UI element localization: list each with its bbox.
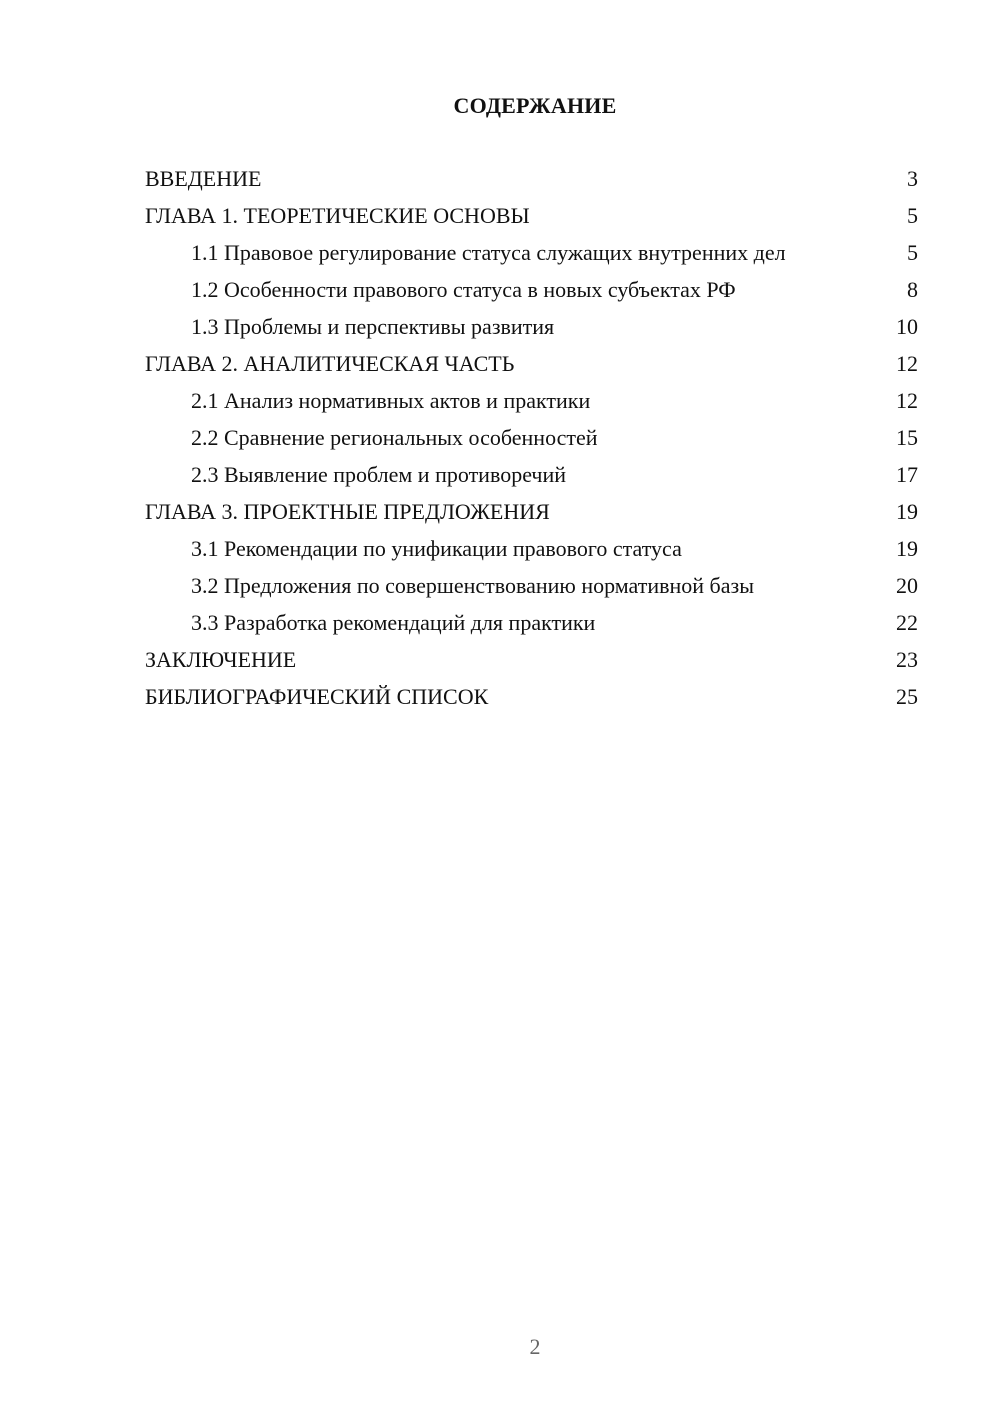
toc-entry-page: 19 bbox=[896, 499, 918, 524]
toc-entry-page: 15 bbox=[896, 425, 918, 450]
toc-entry-page: 5 bbox=[907, 203, 918, 228]
toc-entry-text: 3.3 Разработка рекомендаций для практики bbox=[191, 610, 596, 635]
toc-entry-text: ГЛАВА 1. ТЕОРЕТИЧЕСКИЕ ОСНОВЫ bbox=[145, 203, 530, 228]
toc-entry-section-3-2[interactable] bbox=[145, 573, 918, 599]
toc-entry-introduction[interactable] bbox=[145, 166, 918, 192]
toc-entry-text: 1.3 Проблемы и перспективы развития bbox=[191, 314, 555, 339]
page-title: СОДЕРЖАНИЕ bbox=[453, 93, 617, 118]
toc-entry-section-3-3[interactable] bbox=[145, 610, 918, 636]
page-number: 2 bbox=[529, 1334, 541, 1359]
toc-entry-section-3-1[interactable] bbox=[145, 536, 918, 562]
table-of-contents bbox=[145, 166, 918, 721]
toc-entry-chapter-1[interactable] bbox=[145, 203, 918, 229]
toc-entry-text: ГЛАВА 3. ПРОЕКТНЫЕ ПРЕДЛОЖЕНИЯ bbox=[145, 499, 550, 524]
toc-entry-page: 25 bbox=[896, 684, 918, 709]
toc-entry-page: 23 bbox=[896, 647, 918, 672]
toc-entry-page: 20 bbox=[896, 573, 918, 598]
toc-entry-page: 12 bbox=[896, 388, 918, 413]
toc-entry-section-2-2[interactable] bbox=[145, 425, 918, 451]
toc-entry-text: 2.1 Анализ нормативных актов и практики bbox=[191, 388, 591, 413]
toc-entry-chapter-3[interactable] bbox=[145, 499, 918, 525]
toc-entry-section-2-1[interactable] bbox=[145, 388, 918, 414]
toc-entry-text: 2.3 Выявление проблем и противоречий bbox=[191, 462, 567, 487]
toc-entry-text: 2.2 Сравнение региональных особенностей bbox=[191, 425, 598, 450]
toc-entry-section-1-3[interactable] bbox=[145, 314, 918, 340]
toc-entry-chapter-2[interactable] bbox=[145, 351, 918, 377]
toc-entry-text: БИБЛИОГРАФИЧЕСКИЙ СПИСОК bbox=[145, 684, 489, 709]
toc-entry-section-2-3[interactable] bbox=[145, 462, 918, 488]
toc-entry-text: ВВЕДЕНИЕ bbox=[145, 166, 262, 191]
toc-entry-page: 10 bbox=[896, 314, 918, 339]
toc-entry-page: 8 bbox=[907, 277, 918, 302]
toc-entry-page: 22 bbox=[896, 610, 918, 635]
toc-entry-page: 17 bbox=[896, 462, 918, 487]
toc-entry-page: 3 bbox=[907, 166, 918, 191]
toc-entry-page: 19 bbox=[896, 536, 918, 561]
toc-entry-bibliography[interactable] bbox=[145, 684, 918, 710]
toc-entry-text: 1.2 Особенности правового статуса в новых субъектах РФ bbox=[191, 277, 736, 302]
toc-entry-text: 1.1 Правовое регулирование статуса служащих внутренних дел bbox=[191, 240, 786, 265]
toc-entry-section-1-1[interactable] bbox=[145, 240, 918, 266]
toc-entry-conclusion[interactable] bbox=[145, 647, 918, 673]
toc-entry-page: 12 bbox=[896, 351, 918, 376]
toc-entry-section-1-2[interactable] bbox=[145, 277, 918, 303]
toc-entry-text: 3.1 Рекомендации по унификации правового статуса bbox=[191, 536, 682, 561]
toc-entry-text: ЗАКЛЮЧЕНИЕ bbox=[145, 647, 297, 672]
toc-entry-text: ГЛАВА 2. АНАЛИТИЧЕСКАЯ ЧАСТЬ bbox=[145, 351, 515, 376]
toc-entry-text: 3.2 Предложения по совершенствованию нормативной базы bbox=[191, 573, 754, 598]
toc-entry-page: 5 bbox=[907, 240, 918, 265]
